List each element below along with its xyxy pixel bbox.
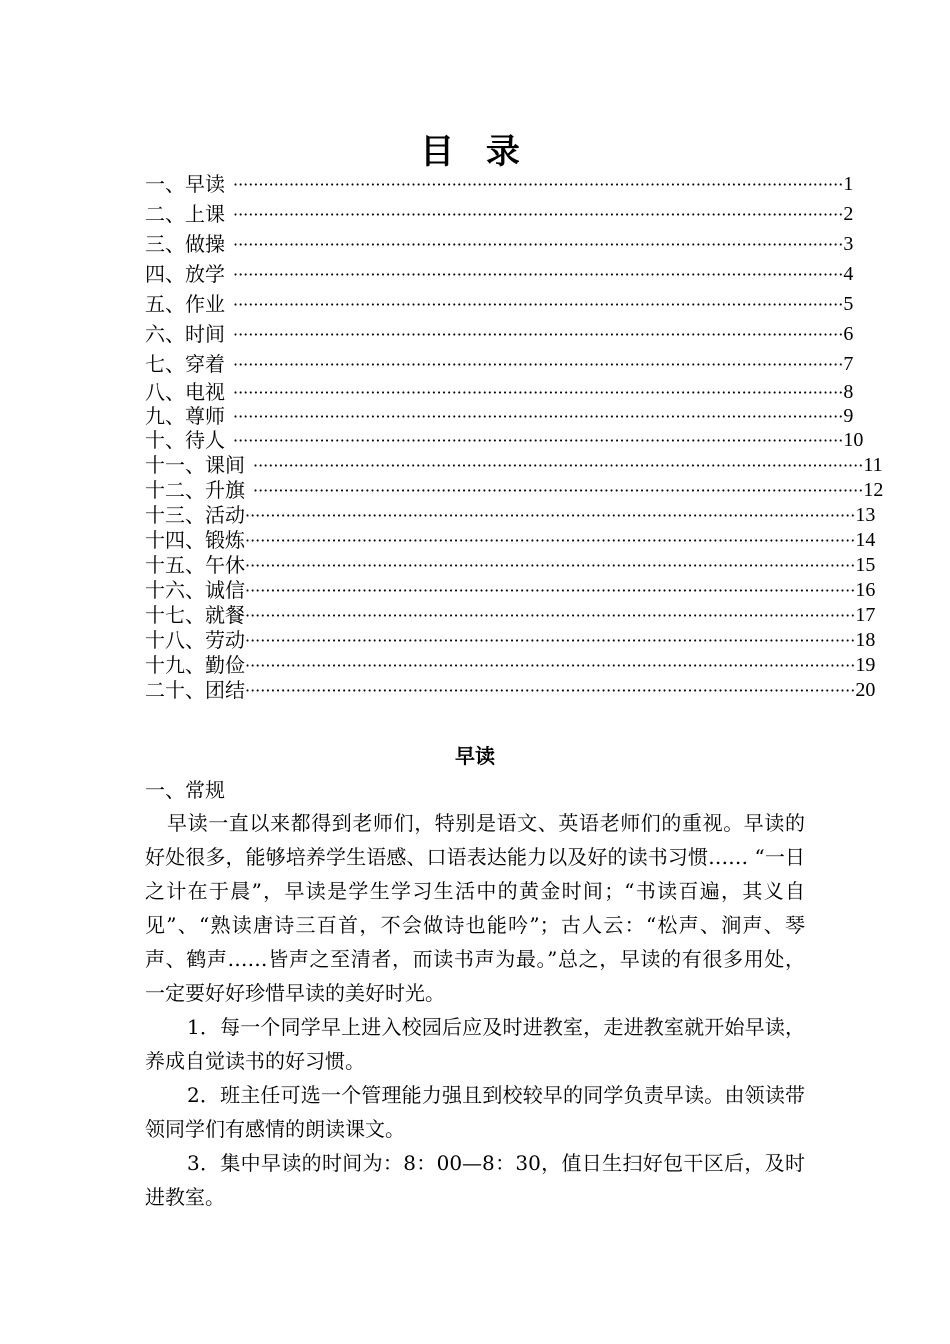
toc-leader-dots: ························································································································: [233, 383, 844, 402]
toc-entry: [145, 678, 876, 703]
section-subhead: 一、常规: [145, 778, 225, 802]
toc-leader-dots: ························································································································: [245, 506, 856, 525]
toc-entry: [145, 478, 884, 503]
toc-leader-dots: ························································································································: [245, 606, 856, 625]
toc-entry-label: 十四、锻炼: [145, 528, 245, 552]
toc-entry-page: 9: [843, 405, 854, 427]
toc-entry: [145, 202, 854, 227]
toc-entry-label: 十二、升旗: [145, 478, 245, 502]
toc-entry: [145, 232, 854, 257]
toc-leader-dots: ························································································································: [245, 656, 856, 675]
toc-entry-label: 十三、活动: [145, 503, 245, 527]
toc-entry-page: 11: [863, 454, 883, 476]
toc-entry-label: 十六、诚信: [145, 578, 245, 602]
toc-leader-dots: ························································································································: [233, 407, 844, 426]
toc-entry-label: 十七、就餐: [145, 603, 245, 627]
toc-entry-page: 3: [843, 233, 854, 255]
toc-entry-label: 六、时间: [145, 322, 225, 346]
toc-entry-page: 7: [843, 353, 854, 375]
toc-entry: [145, 322, 854, 347]
toc-entry-label: 五、作业: [145, 292, 225, 316]
toc-entry: [145, 578, 876, 603]
toc-entry: [145, 262, 854, 287]
toc-entry: [145, 528, 876, 553]
toc-entry-page: 19: [855, 654, 876, 676]
toc-entry: [145, 292, 854, 317]
toc-leader-dots: ························································································································: [245, 581, 856, 600]
toc-leader-dots: ························································································································: [233, 325, 844, 344]
toc-entry-label: 七、穿着: [145, 352, 225, 376]
toc-entry-label: 八、电视: [145, 380, 225, 404]
toc-entry: [145, 352, 854, 377]
toc-entry-page: 5: [843, 293, 854, 315]
toc-entry-label: 九、尊师: [145, 404, 225, 428]
toc-entry-label: 一、早读: [145, 172, 225, 196]
toc-entry: [145, 380, 854, 405]
toc-title: 目 录: [420, 132, 530, 172]
rule-item-3: 3．集中早读的时间为：8：00—8：30，值日生扫好包干区后，及时进教室。: [145, 1151, 805, 1209]
toc-entry: [145, 653, 876, 678]
toc-entry-label: 十、待人: [145, 428, 225, 452]
toc-entry-page: 10: [843, 429, 864, 451]
toc-entry-page: 4: [843, 263, 854, 285]
toc-entry-page: 15: [855, 554, 876, 576]
toc-entry-page: 13: [855, 504, 876, 526]
toc-entry-label: 四、放学: [145, 262, 225, 286]
toc-entry-page: 16: [855, 579, 876, 601]
toc-entry-label: 三、做操: [145, 232, 225, 256]
toc-entry: [145, 628, 876, 653]
rule-item-2: 2．班主任可选一个管理能力强且到校较早的同学负责早读。由领读带领同学们有感情的朗读课文。: [145, 1083, 805, 1141]
toc-entry-page: 6: [843, 323, 854, 345]
toc-leader-dots: ························································································································: [233, 265, 844, 284]
toc-entry-page: 12: [863, 479, 884, 501]
toc-leader-dots: ························································································································: [253, 481, 864, 500]
rule-item-1: 1．每一个同学早上进入校园后应及时进教室，走进教室就开始早读，养成自觉读书的好习惯。: [145, 1015, 805, 1073]
toc-leader-dots: ························································································································: [233, 235, 844, 254]
toc-leader-dots: ························································································································: [245, 681, 856, 700]
section-body: [145, 806, 805, 1214]
toc-entry: [145, 553, 876, 578]
toc-entry-label: 十九、勤俭: [145, 653, 245, 677]
toc-entry-page: 14: [855, 529, 876, 551]
toc-entry-page: 2: [843, 203, 854, 225]
toc-entry-label: 十一、课间: [145, 453, 245, 477]
toc-leader-dots: ························································································································: [233, 205, 844, 224]
toc-leader-dots: ························································································································: [253, 456, 864, 475]
toc-entry-label: 十八、劳动: [145, 628, 245, 652]
toc-entry-page: 20: [855, 679, 876, 701]
toc-entry-page: 8: [843, 381, 854, 403]
toc-leader-dots: ························································································································: [233, 175, 844, 194]
toc-leader-dots: ························································································································: [245, 631, 856, 650]
toc-entry: [145, 428, 864, 453]
toc-entry-label: 二、上课: [145, 202, 225, 226]
toc-leader-dots: ························································································································: [245, 531, 856, 550]
toc-entry-page: 17: [855, 604, 876, 626]
toc-entry: [145, 503, 876, 528]
intro-paragraph: 早读一直以来都得到老师们，特别是语文、英语老师们的重视。早读的好处很多，能够培养学生语感、口语表达能力以及好的读书习惯…… “一日之计在于晨”，早读是学生学习生活中的黄金时间；“书读百遍，其义自见”、“熟读唐诗三百首，不会做诗也能吟”；古人云：“松声、涧声、琴声、鹤声……皆声之至清者，而读书声为最。”总之，早读的有很多用处，一定要好好珍惜早读的美好时光。: [145, 811, 805, 1005]
toc-leader-dots: ························································································································: [245, 556, 856, 575]
toc-entry-label: 二十、团结: [145, 678, 245, 702]
toc-entry-page: 1: [843, 173, 854, 195]
toc-leader-dots: ························································································································: [233, 295, 844, 314]
toc-entry: [145, 172, 854, 197]
section-title: 早读: [455, 744, 495, 768]
toc-leader-dots: ························································································································: [233, 431, 844, 450]
toc-entry-label: 十五、午休: [145, 553, 245, 577]
toc-leader-dots: ························································································································: [233, 355, 844, 374]
toc-entry: [145, 453, 883, 478]
toc-entry: [145, 603, 876, 628]
toc-entry: [145, 404, 854, 429]
toc-entry-page: 18: [855, 629, 876, 651]
